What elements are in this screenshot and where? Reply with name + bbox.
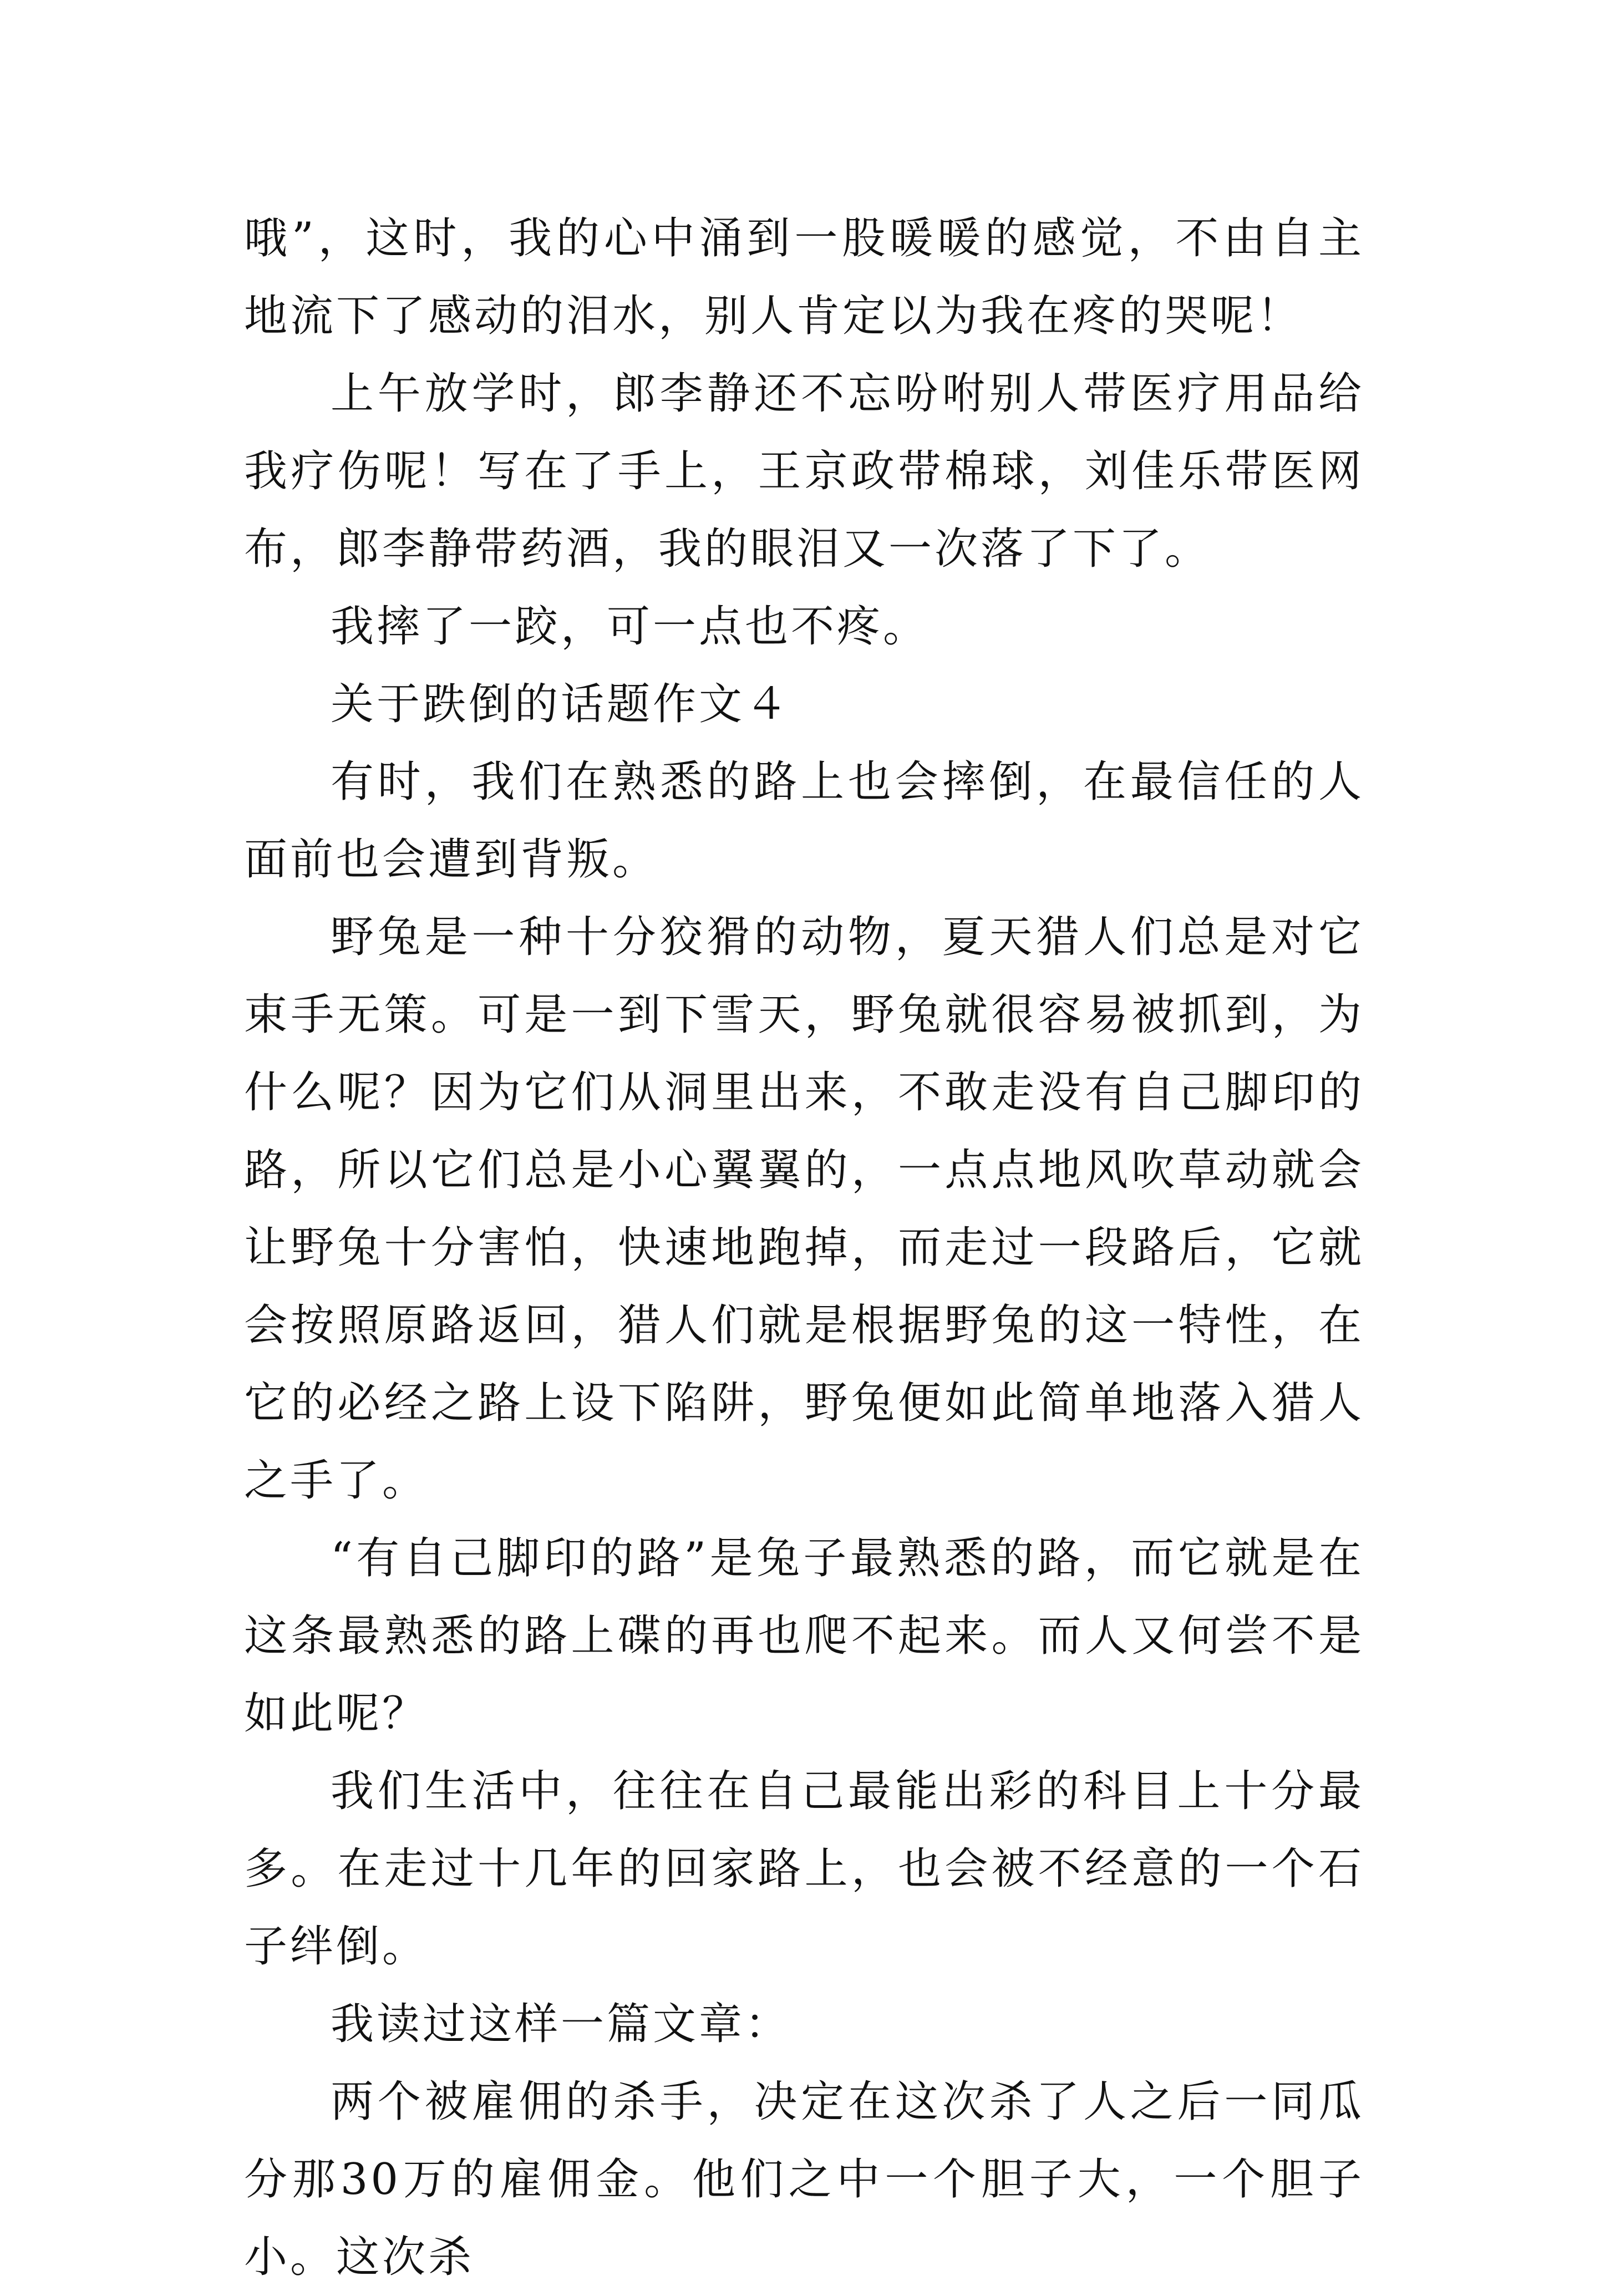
- paragraph-1: 哦”，这时，我的心中涌到一股暖暖的感觉，不由自主地流下了感动的泪水，别人肯定以为我在疼的哭呢！: [244, 214, 1364, 341]
- paragraph-9: 我读过这样一篇文章：: [331, 1999, 791, 2049]
- paragraph-2: 上午放学时，郎李静还不忘吩咐别人带医疗用品给我疗伤呢！写在了手上，王京政带棉球，刘佳乐带医网布，郎李静带药酒，我的眼泪又一次落了下了。: [244, 369, 1364, 574]
- paragraph-7: “有自己脚印的路”是兔子最熟悉的路，而它就是在这条最熟悉的路上碟的再也爬不起来。而人又何尝不是如此呢？: [244, 1533, 1364, 1739]
- paragraph-5: 有时，我们在熟悉的路上也会摔倒，在最信任的人面前也会遭到背叛。: [244, 757, 1364, 885]
- section-heading: 关于跌倒的话题作文４: [331, 679, 791, 729]
- paragraph-8: 我们生活中，往往在自己最能出彩的科目上十分最多。在走过十几年的回家路上，也会被不经意的一个石子绊倒。: [244, 1766, 1364, 1972]
- paragraph-10: 两个被雇佣的杀手，决定在这次杀了人之后一同瓜分那30万的雇佣金。他们之中一个胆子大，一个胆子小。这次杀: [244, 2077, 1364, 2282]
- paragraph-6: 野兔是一种十分狡猾的动物，夏天猎人们总是对它束手无策。可是一到下雪天，野兔就很容易被抓到，为什么呢？因为它们从洞里出来，不敢走没有自己脚印的路，所以它们总是小心翼翼的，一点点地风吹草动就会让野兔十分害怕，快速地跑掉，而走过一段路后，它就会按照原路返回，猎人们就是根据野兔的这一特性，在它的必经之路上设下陷阱，野兔便如此简单地落入猎人之手了。: [244, 912, 1364, 1506]
- document-body: [244, 200, 1364, 2296]
- paragraph-3: 我摔了一跤，可一点也不疼。: [331, 602, 930, 652]
